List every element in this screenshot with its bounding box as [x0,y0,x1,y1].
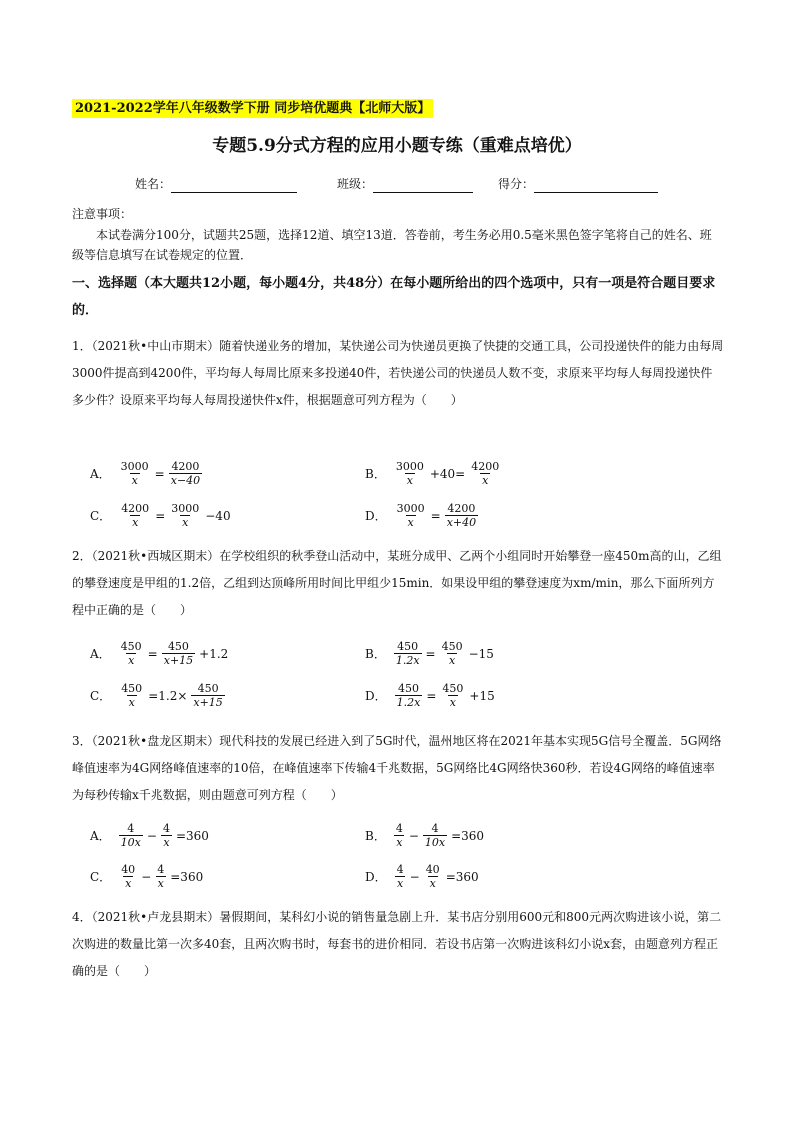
fraction [119,460,151,487]
option-a[interactable] [90,640,230,667]
fraction [161,822,172,849]
option-label: A． [90,467,111,481]
option-d[interactable] [365,863,481,890]
option-label: D． [365,870,387,884]
option-label: B． [365,829,386,843]
option-b[interactable] [365,460,507,487]
numerator: 450 [441,640,463,653]
operator: − [408,828,419,843]
fraction [119,502,151,529]
question-4 [72,904,724,985]
operator: =360 [170,869,204,884]
option-label: B． [365,467,386,481]
fraction [394,822,405,849]
fraction [469,460,501,487]
numerator: 3000 [171,502,200,515]
option-label: A． [90,647,111,661]
numerator: 450 [121,682,143,695]
fraction [395,682,423,709]
denominator: x [429,877,436,890]
option-c[interactable] [90,863,205,890]
numerator: 4 [157,863,165,876]
operator: = [426,688,437,703]
fraction [395,863,406,890]
operator: = [430,508,441,523]
option-label: C． [90,870,112,884]
fraction [162,640,195,667]
denominator: x [125,877,132,890]
option-label: D． [365,509,387,523]
question-stem: 3．（2021秋•盘龙区期末）现代科技的发展已经进入到了5G时代，温州地区将在2021年基本实现5G信号全覆盖．5G网络峰值速率为4G网络峰值速率的10倍，在峰值速率下传输4千兆数据，5G网络比4G网络快360秒．若设4G网络的峰值速率为每秒传输x千兆数据，则由题意可列方程（ ） [72,734,722,802]
series-banner: 2021-2022学年八年级数学下册 同步培优题典【北师大版】 [72,99,433,118]
denominator: x+40 [446,516,477,529]
class-label: 班级： [337,177,374,191]
fraction [119,682,144,709]
operator: =360 [451,828,485,843]
operator: −40 [205,508,231,523]
numerator: 40 [121,863,136,876]
option-c[interactable] [90,502,233,529]
denominator: x+15 [193,696,223,709]
section-heading: 一、选择题（本大题共12小题，每小题4分，共48分）在每小题所给出的四个选项中，只有一项是符合题目要求的． [72,276,716,318]
fraction [169,502,201,529]
fraction [424,863,442,890]
option-label: D． [365,689,387,703]
numerator: 40 [425,863,440,876]
operator: +40= [429,466,466,481]
denominator: x [449,696,456,709]
option-b[interactable] [365,822,486,849]
denominator: x [131,474,138,487]
fraction [119,822,143,849]
fraction [440,640,465,667]
question-stem: 2．（2021秋•西城区期末）在学校组织的秋季登山活动中，某班分成甲、乙两个小组同时开始攀登一座450m高的山，乙组的攀登速度是甲组的1.2倍，乙组到达顶峰所用时间比甲组少15min．如果设甲组的攀登速度为xm/min，那么下面所列方程中正确的是（ ） [72,549,722,617]
page-title: 专题5.9分式方程的应用小题专练（重难点培优） [212,136,582,156]
operator: = [425,646,436,661]
numerator: 4 [431,822,439,835]
denominator: x [482,474,489,487]
name-label: 姓名： [135,177,172,191]
denominator: x [163,836,170,849]
operator: +15 [469,688,495,703]
fraction [119,863,137,890]
option-label: A． [90,829,111,843]
question-1 [72,333,724,414]
class-field [337,175,473,193]
operator: − [141,869,152,884]
option-d[interactable] [365,682,497,709]
numerator: 450 [397,640,419,653]
numerator: 450 [120,640,142,653]
score-field [498,175,658,193]
numerator: 4 [162,822,170,835]
fraction [394,460,426,487]
numerator: 4 [127,822,135,835]
numerator: 3000 [120,460,149,473]
fraction [119,640,144,667]
fraction [440,682,465,709]
fraction [395,502,427,529]
numerator: 4200 [471,460,500,473]
denominator: x−40 [170,474,201,487]
operator: =360 [445,869,479,884]
denominator: 10x [120,836,141,849]
notice-body: 本试卷满分100分，试题共25题，选择12道、填空13道．答卷前，考生务必用0.5毫米黑色签字笔将自己的姓名、班级等信息填写在试卷规定的位置． [72,228,712,262]
numerator: 3000 [396,502,425,515]
fraction [394,640,422,667]
operator: = [154,466,165,481]
numerator: 450 [442,682,464,695]
score-label: 得分： [498,177,535,191]
operator: =1.2× [148,688,188,703]
operator: −15 [468,646,494,661]
denominator: 10x [424,836,446,849]
numerator: 3000 [395,460,424,473]
name-field [135,175,297,193]
question-3 [72,728,724,809]
fraction [169,460,202,487]
name-blank [171,179,297,193]
numerator: 4200 [447,502,476,515]
option-c[interactable] [90,682,231,709]
option-a[interactable] [90,460,208,487]
option-label: C． [90,509,112,523]
class-blank [373,179,473,193]
numerator: 4 [396,863,404,876]
denominator: x [397,877,404,890]
denominator: x [406,474,413,487]
question-2 [72,543,724,624]
fraction [445,502,478,529]
denominator: x+15 [163,654,194,667]
numerator: 4200 [121,502,150,515]
question-stem: 4．（2021秋•卢龙县期末）暑假期间，某科幻小说的销售量急剧上升．某书店分别用600元和800元两次购进该小说，第二次购进的数量比第一次多40套，且两次购书时，每套书的进价相同．若设书店第一次购进该科幻小说x套，由题意列方程正确的是（ ） [72,910,722,978]
operator: − [146,828,157,843]
notice-heading: 注意事项： [72,207,133,221]
numerator: 4 [395,822,403,835]
denominator: 1.2x [395,654,420,667]
operator: = [155,508,166,523]
denominator: x [407,516,414,529]
operator: = [147,646,158,661]
denominator: x [157,877,164,890]
option-b[interactable] [365,640,496,667]
denominator: x [128,696,135,709]
option-label: B． [365,647,386,661]
fraction [191,682,224,709]
operator: − [409,869,420,884]
option-label: C． [90,689,112,703]
operator: +1.2 [199,646,229,661]
fraction [155,863,166,890]
numerator: 450 [197,682,219,695]
numerator: 4200 [171,460,200,473]
denominator: 1.2x [396,696,421,709]
denominator: x [132,516,139,529]
denominator: x [128,654,135,667]
option-a[interactable] [90,822,211,849]
option-d[interactable] [365,502,484,529]
fraction [423,822,447,849]
denominator: x [182,516,189,529]
denominator: x [396,836,403,849]
score-blank [534,179,658,193]
question-stem: 1．（2021秋•中山市期末）随着快递业务的增加，某快递公司为快递员更换了快捷的交通工具，公司投递快件的能力由每周3000件提高到4200件，平均每人每周比原来多投递40件，若快递公司的快递员人数不变，求原来平均每人每周投递快件多少件？设原来平均每人每周投递快件x件，根据题意可列方程为（ ） [72,339,724,407]
numerator: 450 [397,682,419,695]
numerator: 450 [167,640,189,653]
denominator: x [448,654,456,667]
operator: =360 [175,828,209,843]
